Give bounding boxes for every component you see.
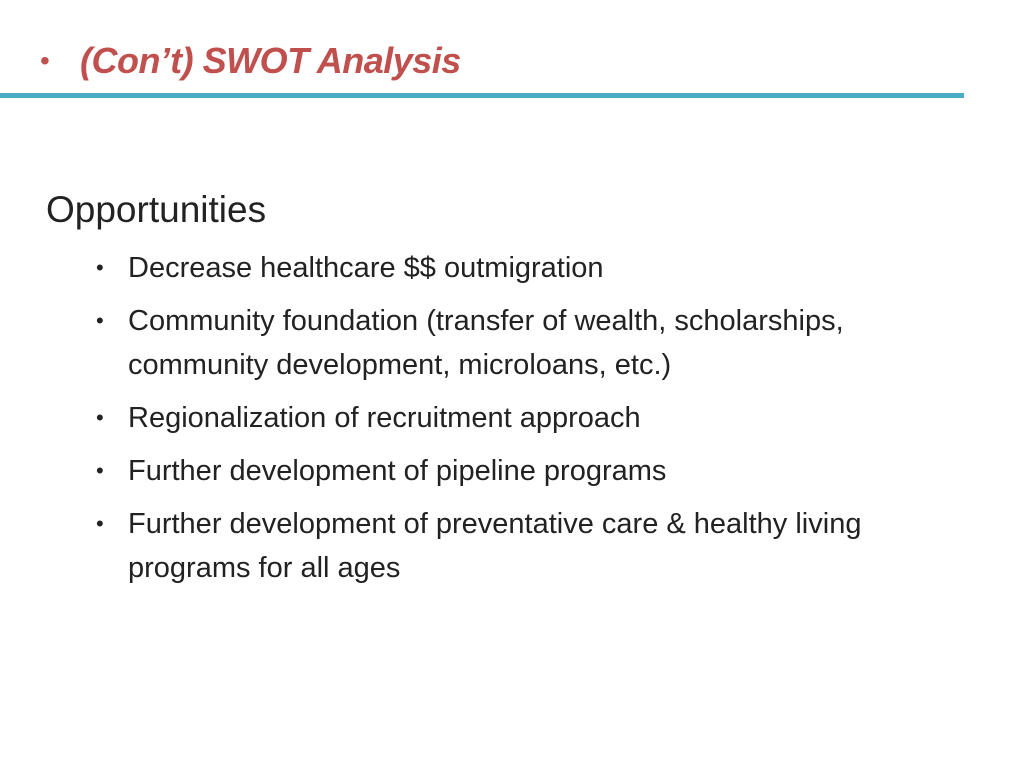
bullet-icon: • [96, 405, 104, 430]
title-divider [0, 93, 964, 98]
list-item-text: Regionalization of recruitment approach [128, 402, 641, 434]
slide-title: (Con’t) SWOT Analysis [80, 40, 461, 81]
title-bullet-icon: • [40, 45, 50, 76]
bullet-icon: • [96, 458, 104, 483]
list-item [96, 299, 946, 387]
list-item-text: Further development of preventative care & healthy living programs for all ages [128, 508, 862, 584]
list-item-text: Further development of pipeline programs [128, 455, 667, 487]
section-heading: Opportunities [46, 189, 267, 230]
list-item-text: Community foundation (transfer of wealth, scholarships, community development, microloans, etc.) [128, 305, 844, 381]
list-item [96, 246, 946, 290]
bullet-icon: • [96, 308, 104, 333]
slide-title-row [40, 36, 461, 86]
bullet-icon: • [96, 255, 104, 280]
opportunities-list [96, 246, 946, 599]
list-item-text: Decrease healthcare $$ outmigration [128, 252, 604, 284]
list-item [96, 396, 946, 440]
list-item [96, 502, 946, 590]
bullet-icon: • [96, 511, 104, 536]
list-item [96, 449, 946, 493]
